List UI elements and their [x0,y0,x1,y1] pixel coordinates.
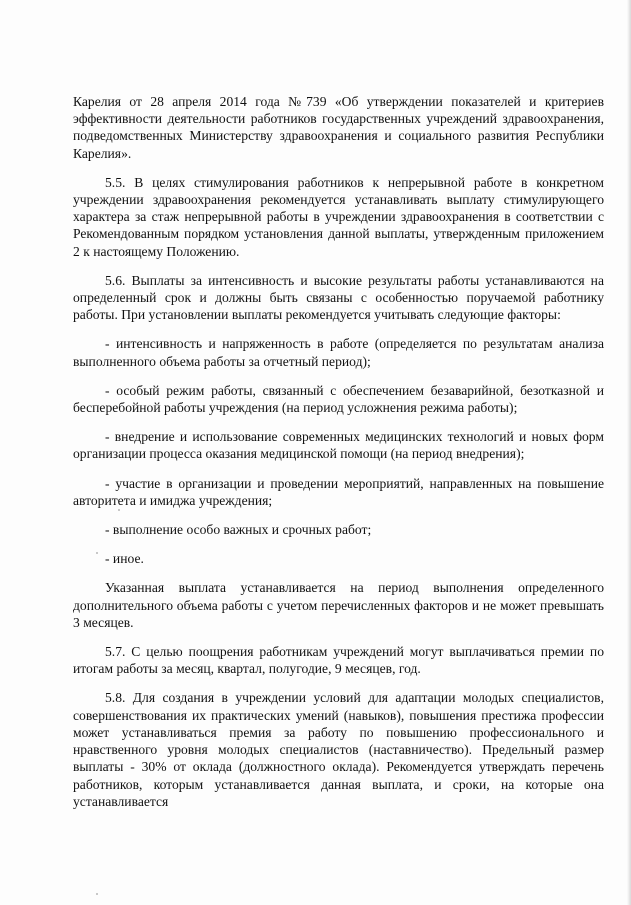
page-edge-shadow [627,0,631,905]
paragraph-5-5: 5.5. В целях стимулирования работников к непрерывной работе в конкретном учреждении здравоохранения рекомендуется устанавливать выплату стимулирующего характера за стаж непрерывной работы в учреждении здравоохранения в соответствии с Рекомендованным порядком установления данной выплаты, утвержденным приложением 2 к настоящему Положению. [73,174,604,259]
paragraph-5-6: 5.6. Выплаты за интенсивность и высокие результаты работы устанавливаются на определенный срок и должны быть связаны с особенностью поручаемой работнику работы. При установлении выплаты рекомендуется учитывать следующие факторы: [73,272,604,323]
document-body [73,93,604,810]
list-item-events: - участие в организации и проведении мероприятий, направленных на повышение авторитета и имиджа учреждения; [73,475,604,508]
list-item-urgent-work: - выполнение особо важных и срочных работ; [105,522,372,538]
scan-speck [118,509,120,511]
list-item-technologies: - внедрение и использование современных медицинских технологий и новых форм организации процесса оказания медицинской помощи (на период внедрения); [73,429,604,462]
paragraph-continuation: Карелия от 28 апреля 2014 года №739 «Об утверждении показателей и критериев эффективности деятельности работников государственных учреждений здравоохранения, подведомственных Министерству здравоохранения и социального развития Республики Карелия». [73,94,604,161]
paragraph-5-7: 5.7. С целью поощрения работникам учреждений могут выплачиваться премии по итогам работы за месяц, квартал, полугодие, 9 месяцев, год. [73,644,604,677]
scan-speck [96,552,98,554]
list-item-intensity: - интенсивность и напряженность в работе (определяется по результатам анализа выполненного объема работы за отчетный период); [73,336,604,369]
paragraph-5-8: 5.8. Для создания в учреждении условий для адаптации молодых специалистов, совершенствования их практических умений (навыков), повышения престижа профессии может устанавливаться премия за работу по повышению профессионального и нравственного уровня молодых специалистов (наставничество). Предельный размер выплаты - 30% от оклада (должностного оклада). Рекомендуется утверждать перечень работников, которым устанавливается данная выплата, и сроки, на которые она устанавливается [73,690,604,809]
scan-speck [96,893,98,895]
list-item-special-mode: - особый режим работы, связанный с обеспечением безаварийной, безотказной и бесперебойной работы учреждения (на период усложнения режима работы); [73,382,604,416]
list-item-other: - иное. [105,551,144,567]
paragraph-payment-period: Указанная выплата устанавливается на период выполнения определенного дополнительного объема работы с учетом перечисленных факторов и не может превышать 3 месяцев. [73,580,604,630]
